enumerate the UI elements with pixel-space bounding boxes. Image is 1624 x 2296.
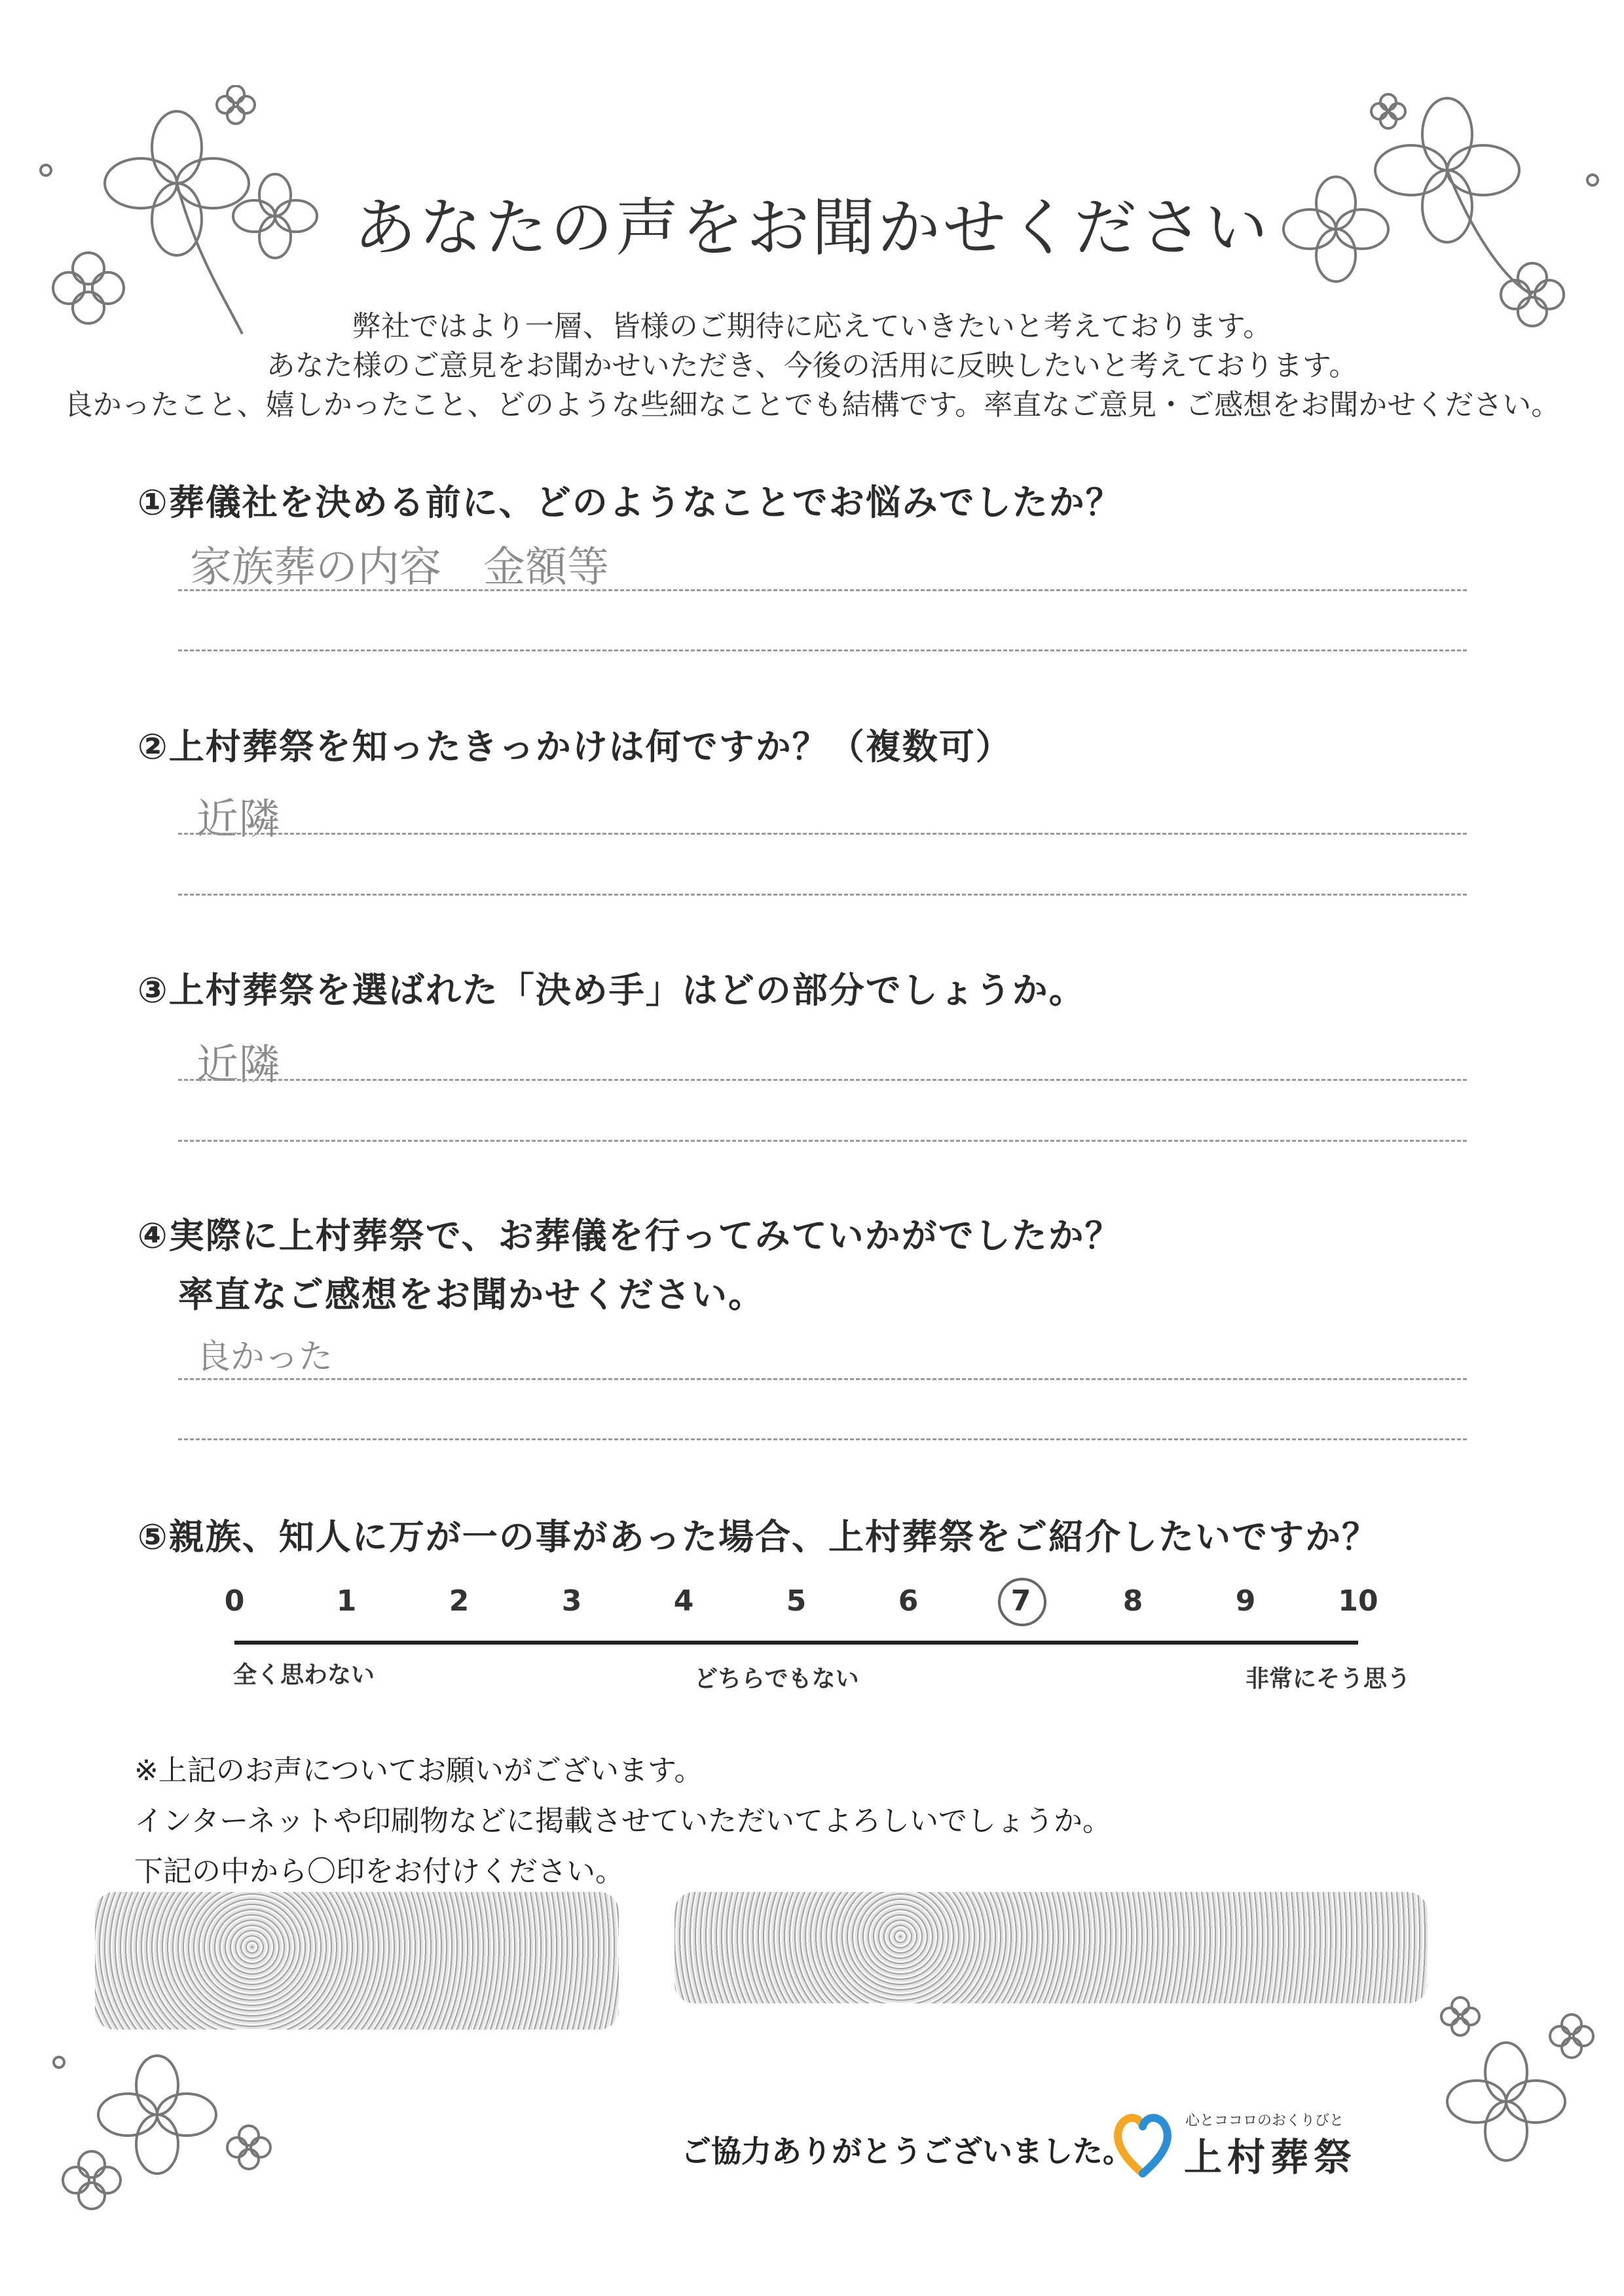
notice-line-1: ※上記のお声についてお願いがございます。 <box>134 1754 703 1787</box>
scale-tick-9[interactable]: 9 <box>1235 1584 1256 1618</box>
clover-icon <box>1371 94 1405 128</box>
scale-middle-label: どちらでもない <box>694 1666 859 1692</box>
clover-icon <box>1550 2014 1593 2058</box>
question-4-sub: 率直なご感想をお聞かせください。 <box>178 1274 765 1315</box>
notice-line-2: インターネットや印刷物などに掲載させていただいてよろしいでしょうか。 <box>134 1804 1112 1838</box>
answer-line <box>178 1140 1467 1142</box>
answer-line <box>178 1438 1467 1440</box>
scale-right-label: 非常にそう思う <box>1246 1666 1411 1692</box>
scale-tick-6[interactable]: 6 <box>898 1584 919 1618</box>
scale-tick-5[interactable]: 5 <box>786 1584 807 1618</box>
answer-line <box>178 1079 1467 1081</box>
scale-tick-4[interactable]: 4 <box>673 1584 694 1618</box>
brand-name: 上村葬祭 <box>1184 2135 1357 2179</box>
redacted-area-left <box>95 1892 619 2030</box>
intro-line-1: 弊社ではより一層、皆様のご期待に応えていきたいと考えております。 <box>352 310 1272 343</box>
heart-logo-icon <box>1113 2108 1172 2180</box>
scale-tick-2[interactable]: 2 <box>449 1584 470 1618</box>
answer-line <box>178 833 1467 835</box>
scale-axis <box>234 1641 1358 1645</box>
scale-left-label: 全く思わない <box>233 1662 375 1688</box>
intro-line-3: 良かったこと、嬉しかったこと、どのような些細なことでも結構です。率直なご意見・ご感想をお聞かせください。 <box>64 388 1560 422</box>
answer-line <box>178 894 1467 896</box>
scale-tick-10[interactable]: 10 <box>1338 1584 1378 1618</box>
redacted-area-right <box>674 1892 1428 2003</box>
scale-tick-3[interactable]: 3 <box>561 1584 582 1618</box>
question-4: ④実際に上村葬祭で、お葬儀を行ってみていかがでしたか？ <box>138 1215 1122 1256</box>
clover-icon <box>227 2126 270 2169</box>
clover-icon <box>1441 1997 1479 2035</box>
scale-tick-1[interactable]: 1 <box>336 1584 357 1618</box>
clover-icon <box>217 86 255 124</box>
scale-tick-0[interactable]: 0 <box>224 1584 245 1618</box>
answer-4[interactable]: 良かった <box>196 1338 333 1377</box>
question-3: ③上村葬祭を選ばれた「決め手」はどの部分でしょうか。 <box>138 970 1086 1011</box>
answer-line <box>178 649 1467 651</box>
answer-3[interactable]: 近隣 <box>196 1041 280 1089</box>
page-title: あなたの声をお聞かせください <box>354 191 1270 264</box>
clover-icon <box>63 2151 120 2209</box>
answer-1[interactable]: 家族葬の内容 金額等 <box>190 543 609 592</box>
question-5: ⑤親族、知人に万が一の事があった場合、上村葬祭をご紹介したいですか？ <box>138 1516 1379 1558</box>
answer-2[interactable]: 近隣 <box>196 795 280 844</box>
clover-decoration-bottom-right <box>1375 1984 1611 2200</box>
clover-icon <box>98 2056 216 2174</box>
intro-line-2: あなた様のご意見をお聞かせいただき、今後の活用に反映したいと考えております。 <box>266 349 1358 382</box>
brand-tagline: 心とココロのおくりびと <box>1185 2113 1344 2129</box>
notice-line-3: 下記の中から〇印をお付けください。 <box>134 1855 624 1888</box>
clover-decoration-bottom-left <box>39 2016 314 2226</box>
question-2: ②上村葬祭を知ったきっかけは何ですか？（複数可） <box>138 726 1012 767</box>
clover-icon <box>1447 2043 1565 2160</box>
answer-line <box>178 589 1467 591</box>
scale-tick-8[interactable]: 8 <box>1122 1584 1143 1618</box>
question-1: ①葬儀社を決める前に、どのようなことでお悩みでしたか？ <box>138 482 1122 523</box>
scale-tick-7[interactable]: 7 <box>1010 1584 1031 1618</box>
thanks-text: ご協力ありがとうございました。 <box>681 2134 1133 2169</box>
answer-line <box>178 1378 1467 1380</box>
selected-circle <box>998 1578 1046 1626</box>
